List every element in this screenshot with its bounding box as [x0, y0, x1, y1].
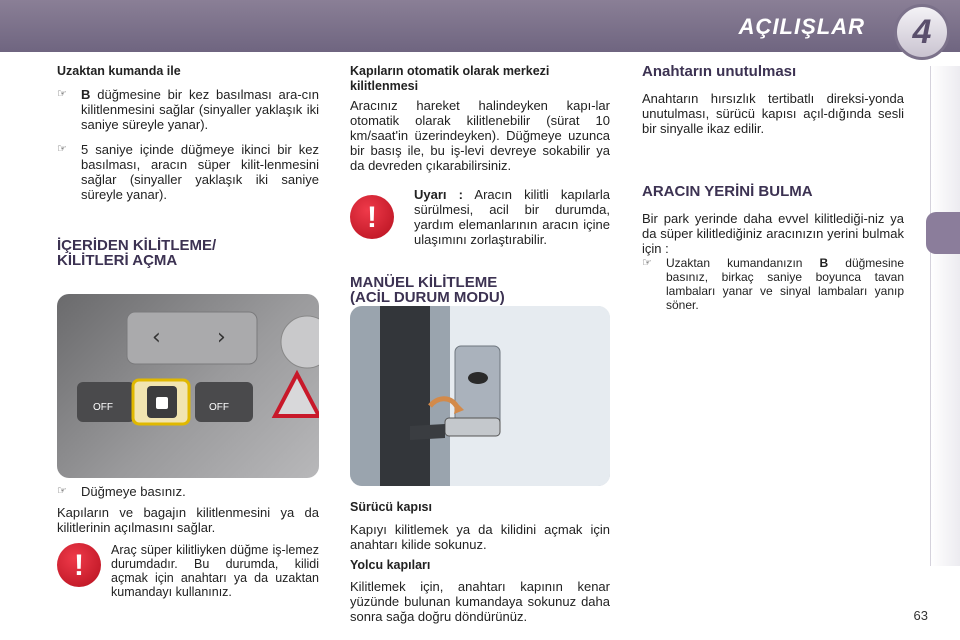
auto-lock-text: Aracınız hareket halindeyken kapı-lar otomatik olarak kilitlenebilir (sürat 10 km/saat'in üzerindeyken). Düğmeye uzunca bir basış ile, bu iş-levi devreye sokabilir ya da devreden çıkarabilirsiniz.	[350, 98, 610, 173]
active-chapter-tab[interactable]	[926, 212, 960, 254]
finger-pointer-icon: ☞	[57, 88, 67, 100]
svg-text:‹: ‹	[152, 325, 161, 350]
forgotten-key-heading: Anahtarın unutulması	[642, 63, 797, 80]
super-lock-warning-text: Araç süper kilitliyken düğme iş-lemez durumdadır. Bu durumda, kilidi açmak için anahtarı ya da uzaktan kumandayı kullanınız.	[111, 543, 319, 599]
passenger-doors-text: Kilitlemek için, anahtarı kapının kenar yüzünde bulunan kumandaya sokunuz daha sonra sağa doğru döndürünüz.	[350, 579, 610, 624]
page-number: 63	[913, 608, 928, 623]
remote-heading: Uzaktan kumanda ile	[57, 64, 181, 78]
remote-bullet-2-text: 5 saniye içinde düğmeye ikinci bir kez basılması, aracın süper kilit-lenmesini sağlar (sinyaller yaklaşık iki saniye süreyle yanar).	[81, 142, 319, 202]
passenger-doors-heading: Yolcu kapıları	[350, 558, 431, 572]
remote-bullet-1	[57, 87, 319, 132]
locate-vehicle-heading: ARACIN YERİNİ BULMA	[642, 183, 813, 200]
column-left-lower	[57, 484, 319, 599]
column-middle	[350, 64, 610, 305]
finger-pointer-icon: ☞	[642, 257, 652, 269]
press-description: Kapıların ve bagajın kilitlenmesini ya da kilitlerinin açılmasını sağlar.	[57, 505, 319, 535]
press-bullet	[57, 484, 319, 499]
finger-pointer-icon: ☞	[57, 485, 67, 497]
locate-vehicle-bullet	[642, 256, 904, 312]
locate-vehicle-bullet-text: Uzaktan kumandanızın B düğmesine basınız, birkaç saniye boyunca tavan lambaları yanar ve sinyal lambaları yanıp söner.	[666, 256, 904, 312]
door-key-lock-photo	[350, 306, 610, 486]
photo-off-label-right: OFF	[209, 402, 229, 413]
super-lock-warning	[57, 543, 319, 599]
chapter-title: AÇILIŞLAR	[738, 14, 865, 39]
remote-bullet-2	[57, 142, 319, 202]
svg-text:›: ›	[217, 325, 226, 350]
forgotten-key-text: Anahtarın hırsızlık tertibatlı direksi-yonda unutulması, sürücü kapısı açıl-dığında sesli bir sinyalle ikaz edilir.	[642, 91, 904, 136]
driving-locked-warning	[350, 187, 610, 247]
driving-locked-warning-text: Uyarı : Aracın kilitli kapılarla sürülmesi, acil bir durumda, yardım elemanlarının aracın içine ulaşımını zorlaştırabilir.	[414, 187, 610, 247]
driver-door-text: Kapıyı kilitlemek ya da kilidini açmak için anahtarı kilide sokunuz.	[350, 522, 610, 552]
remote-bullet-1-text: B düğmesine bir kez basılması ara-cın kilitlenmesini sağlar (sinyaller yaklaşık iki saniye süreyle yanar).	[81, 87, 319, 132]
chapter-number-badge: 4	[894, 4, 950, 60]
column-left	[57, 64, 319, 268]
warning-exclamation-icon: !	[57, 543, 101, 587]
inside-locking-heading: İÇERİDEN KİLİTLEME/ KİLİTLERİ AÇMA	[57, 237, 217, 269]
photo-off-label-left: OFF	[93, 402, 113, 413]
driver-door-heading: Sürücü kapısı	[350, 500, 432, 514]
finger-pointer-icon: ☞	[57, 143, 67, 155]
chapter-tab-strip	[930, 66, 960, 566]
central-lock-button-photo	[57, 294, 319, 478]
auto-lock-heading: Kapıların otomatik olarak merkezi kilitlenmesi	[350, 64, 550, 93]
column-middle-lower	[350, 500, 610, 624]
manual-locking-heading: MANÜEL KİLİTLEME (ACİL DURUM MODU)	[350, 274, 505, 306]
column-right	[642, 64, 904, 322]
locate-vehicle-text: Bir park yerinde daha evvel kilitlediği-niz ya da süper kilitlediğiniz aracınızın yerini bulmak için :	[642, 211, 904, 256]
press-bullet-text: Düğmeye basınız.	[81, 484, 186, 499]
warning-exclamation-icon: !	[350, 195, 394, 239]
